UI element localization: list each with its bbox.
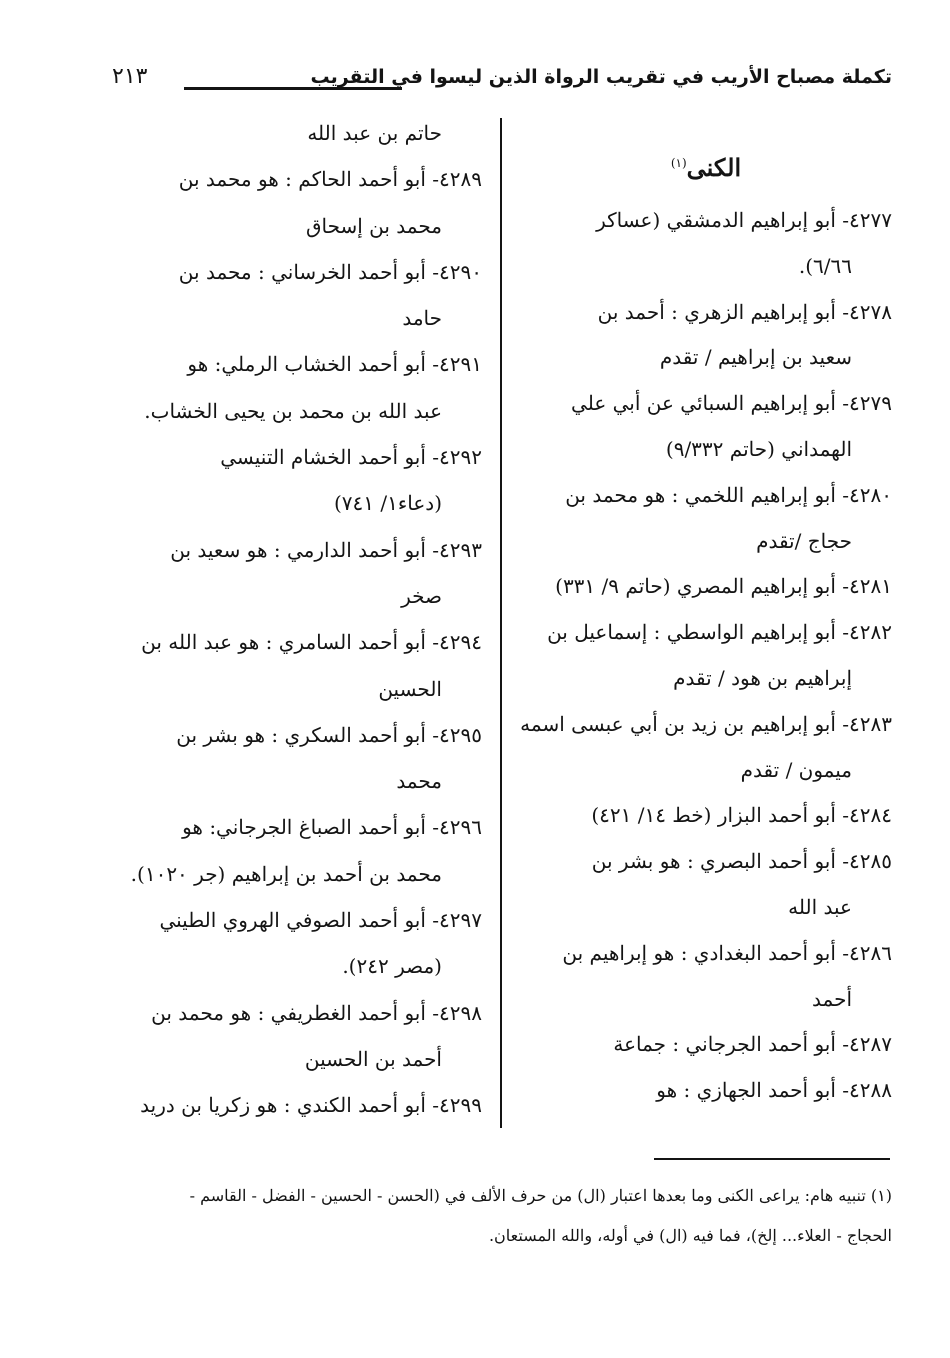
running-header bbox=[112, 62, 892, 102]
entry-line: ٦/٦٦). bbox=[798, 253, 852, 278]
entry-line: محمد بن إسحاق bbox=[305, 213, 442, 238]
entry-line: ٤٢٨٩- أبو أحمد الحاكم : هو محمد بن bbox=[178, 167, 482, 192]
entry-line: ٤٢٩٢- أبو أحمد الخشام التنيسي bbox=[220, 445, 482, 470]
entry-line: حامد bbox=[402, 306, 442, 331]
entry-line: ٤٢٨٢- أبو إبراهيم الواسطي : إسماعيل بن bbox=[547, 620, 892, 645]
entry-line: ٤٢٩٤- أبو أحمد السامري : هو عبد الله بن bbox=[141, 630, 482, 655]
right-column bbox=[520, 126, 892, 1114]
entry-line: سعيد بن إبراهيم / تقدم bbox=[659, 345, 852, 370]
entry-line: ٤٢٨٧- أبو أحمد الجرجاني : جماعة bbox=[613, 1032, 892, 1057]
entry-line: أحمد بن الحسين bbox=[304, 1046, 442, 1071]
entry-line: ٤٢٨٣- أبو إبراهيم بن زيد بن أبي عبسى اسمه bbox=[520, 711, 892, 736]
entry-line: محمد بن أحمد بن إبراهيم (جر ١٠٢٠). bbox=[130, 861, 442, 886]
entry-line: (مصر ٢٤٢). bbox=[342, 954, 442, 979]
column-divider bbox=[500, 118, 502, 1128]
entry-line: عبد الله بن محمد بن يحيى الخشاب. bbox=[144, 398, 442, 423]
entry-line: ٤٢٨٠- أبو إبراهيم اللخمي : هو محمد بن bbox=[565, 482, 892, 507]
entry-line: ٤٢٧٨- أبو إبراهيم الزهري : أحمد بن bbox=[597, 299, 892, 324]
entry-line: صخر bbox=[401, 583, 442, 608]
left-column bbox=[112, 110, 482, 1129]
entry-line: ٤٢٧٧- أبو إبراهيم الدمشقي (عساكر bbox=[596, 208, 892, 232]
entry-line: عبد الله bbox=[788, 894, 852, 919]
entry-line: ٤٢٩٥- أبو أحمد السكري : هو بشر بن bbox=[176, 722, 482, 747]
entry-line: ٤٢٨٨- أبو أحمد الجهازي : هو bbox=[656, 1078, 892, 1103]
entry-line: ميمون / تقدم bbox=[740, 757, 852, 782]
entry-line: ٤٢٨١- أبو إبراهيم المصري (حاتم ٩/ ٣٣١) bbox=[555, 574, 892, 599]
entry-line: ٤٢٨٦- أبو أحمد البغدادي : هو إبراهيم بن bbox=[562, 940, 892, 965]
entry-line: ٤٢٩٩- أبو أحمد الكندي : هو زكريا بن دريد bbox=[140, 1093, 482, 1118]
entry-line: محمد bbox=[396, 769, 442, 794]
entry-line: (دعاء١/ ٧٤١) bbox=[333, 491, 442, 516]
entry-line: ٤٢٩٠- أبو أحمد الخرساني : محمد بن bbox=[178, 259, 482, 284]
entry-line: ٤٢٩٧- أبو أحمد الصوفي الهروي الطيني bbox=[159, 908, 482, 933]
footnote-line: (١) تنبيه هام: يراعى الكنى وما بعدها اعتبار (ال) من حرف الألف في (الحسن - الحسين - الفضل - القاسم - bbox=[189, 1186, 892, 1205]
footnote-ref: (١) bbox=[670, 156, 687, 170]
footnote-line: الحجاج - العلاء... إلخ)، فما فيه (ال) في أوله، والله المستعان. bbox=[488, 1226, 892, 1245]
entry-line: حاتم بن عبد الله bbox=[307, 121, 442, 145]
entry-line: أحمد bbox=[812, 986, 852, 1011]
entry-line: حجاج /تقدم bbox=[756, 528, 852, 553]
entry-line: ٤٢٨٥- أبو أحمد البصري : هو بشر بن bbox=[591, 849, 892, 874]
book-title: تكملة مصباح الأريب في تقريب الرواة الذين ليسوا في التقريب bbox=[310, 66, 892, 88]
entry-line: ٤٢٧٩- أبو إبراهيم السبائي عن أبي علي bbox=[571, 391, 892, 416]
entry-line: ٤٢٨٤- أبو أحمد البزار (خط ١٤/ ٤٢١) bbox=[591, 803, 892, 828]
section-title-text: الكنى bbox=[686, 153, 742, 182]
entry-line: الهمداني (حاتم ٩/٣٣٢) bbox=[665, 436, 852, 461]
footnote-rule bbox=[654, 1158, 890, 1160]
entry-line: ٤٢٩٦- أبو أحمد الصباغ الجرجاني: هو bbox=[182, 815, 482, 840]
entry-line: إبراهيم بن هود / تقدم bbox=[673, 665, 852, 690]
entry-line: ٤٢٩٨- أبو أحمد الغطريفي : هو محمد بن bbox=[151, 1000, 482, 1025]
entry-line: ٤٢٩١- أبو أحمد الخشاب الرملي: هو bbox=[187, 352, 482, 377]
section-title bbox=[520, 128, 892, 198]
entry-line: الحسين bbox=[378, 676, 442, 701]
footnote bbox=[112, 1176, 892, 1256]
header-rule bbox=[184, 87, 402, 90]
entry-line: ٤٢٩٣- أبو أحمد الدارمي : هو سعيد بن bbox=[170, 537, 482, 562]
page-number: ٢١٣ bbox=[112, 64, 148, 89]
